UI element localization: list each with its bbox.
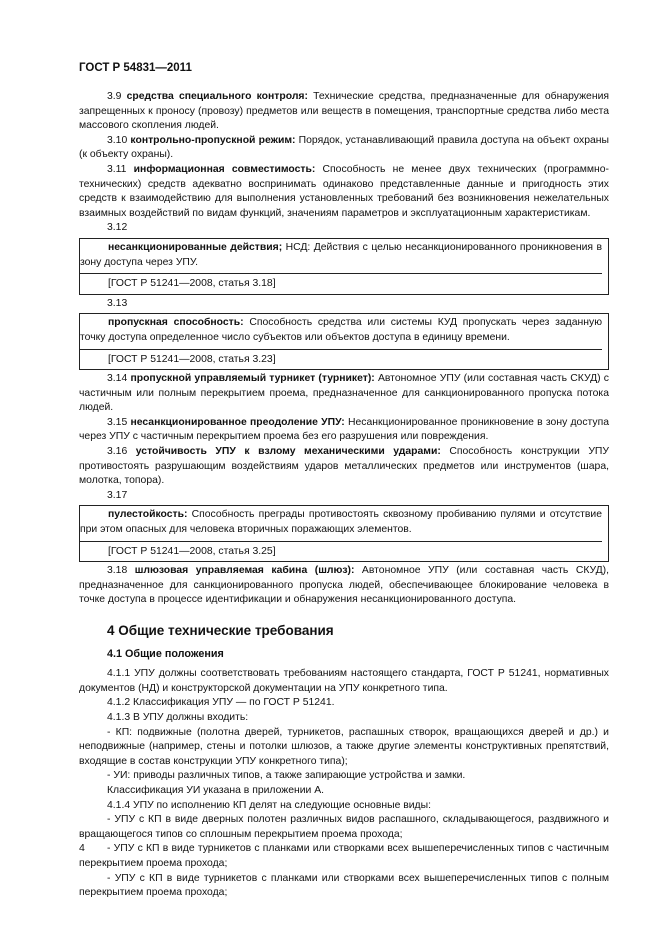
term-3-13-box	[79, 313, 609, 370]
term-3-12-box	[79, 238, 609, 295]
term-3-11: 3.11 информационная совместимость: Способность не менее двух технических (программно-технических) средств адекватно воспринимать одинаково представленные данные и пригодность этих средств к взаимодействию для выполнения установленных требований без возникновения нежелательных взаимных воздействий по видам функций, значениям параметров и эксплуатационным характеристикам.	[79, 163, 610, 219]
term-3-13-source: [ГОСТ Р 51241—2008, статья 3.23]	[80, 349, 602, 368]
term-3-12-number: 3.12	[107, 222, 128, 234]
paragraph: Классификация УИ указана в приложении А.	[107, 784, 325, 796]
term-3-14: 3.14 пропускной управляемый турникет (турникет): Автономное УПУ (или составная часть СКУД) с частичным или полным перекрытием проема, предназначенное для санкционированного пропуска потока людей.	[79, 373, 610, 414]
list-item: - УПУ с КП в виде дверных полотен различных видов распашного, складывающегося, раздвижного и вращающегося типов со сплошным перекрытием проема прохода;	[79, 814, 609, 840]
term-3-18: 3.18 шлюзовая управляемая кабина (шлюз): Автономное УПУ (или составная часть СКУД), предназначенное для санкционированного пропуска людей, обеспечивающее блокирование человека в точке доступа в процессе идентификации и обнаружения несанкционированного доступа.	[79, 565, 610, 606]
paragraph: 4.1.1 УПУ должны соответствовать требованиям настоящего стандарта, ГОСТ Р 51241, нормативных документов (НД) и конструкторской документации на УПУ конкретного типа.	[79, 668, 609, 694]
term-3-10: 3.10 контрольно-пропускной режим: Порядок, устанавливающий правила доступа на объект охраны (к объекту охраны).	[79, 134, 609, 161]
term-3-9: 3.9 средства специального контроля: Технические средства, предназначенные для обнаружения запрещенных к проносу (провозу) предметов или веществ в помещения, транспортные средства либо места массового скопления людей.	[79, 91, 609, 132]
term-3-13: пропускная способность: Способность средства или системы КУД пропускать через заданную точку доступа определенное число субъектов или объектов доступа в единицу времени.	[80, 317, 602, 343]
paragraph: 4.1.3 В УПУ должны входить:	[107, 711, 249, 723]
term-3-13-number: 3.13	[107, 297, 128, 309]
term-3-17-number: 3.17	[107, 489, 128, 501]
list-item: - КП: подвижные (полотна дверей, турникетов, распашных створок, вращающихся дверей и др.) и неподвижные (например, стены и потолки шлюзов, а также другие элементы конструктивных препятствий, входящие в состав конструкции УПУ конкретного типа);	[79, 726, 609, 767]
document-header: ГОСТ Р 54831—2011	[79, 62, 192, 74]
paragraph: 4.1.2 Классификация УПУ — по ГОСТ Р 51241.	[107, 697, 335, 709]
term-3-15: 3.15 несанкционированное преодоление УПУ: Несанкционированное проникновение в зону доступа через УПУ с частичным перекрытием проема без его разрушения или повреждения.	[79, 416, 610, 443]
term-3-16: 3.16 устойчивость УПУ к взлому механическими ударами: Способность конструкции УПУ противостоять разрушающим воздействиям ударов металлических предметов или инструментов (шара, молотка, топора).	[79, 446, 609, 487]
term-3-12-source: [ГОСТ Р 51241—2008, статья 3.18]	[80, 273, 602, 292]
list-item: - УПУ с КП в виде турникетов с планками или створками всех вышеперечисленных типов с полным перекрытием проема прохода;	[79, 872, 609, 899]
term-3-17-box	[79, 505, 609, 562]
list-item: - УИ: приводы различных типов, а также запирающие устройства и замки.	[107, 770, 466, 782]
page-number: 4	[79, 842, 85, 854]
paragraph: 4.1.4 УПУ по исполнению КП делят на следующие основные виды:	[107, 799, 431, 811]
term-3-17-source: [ГОСТ Р 51241—2008, статья 3.25]	[80, 541, 602, 560]
list-item: - УПУ с КП в виде турникетов с планками или створками всех вышеперечисленных типов с частичным перекрытием проема прохода;	[79, 843, 609, 869]
term-3-17: пулестойкость: Способность преграды противостоять сквозному пробиванию пулями и отсутствие при этом опасных для человека вторичных поражающих элементов.	[80, 509, 602, 536]
section-4-title: 4 Общие технические требования	[107, 623, 334, 638]
document-body	[79, 90, 609, 901]
term-3-12: несанкционированные действия; НСД: Действия с целью несанкционированного проникновения в зону доступа через УПУ.	[80, 241, 602, 268]
subsection-4-1-title: 4.1 Общие положения	[107, 647, 224, 660]
